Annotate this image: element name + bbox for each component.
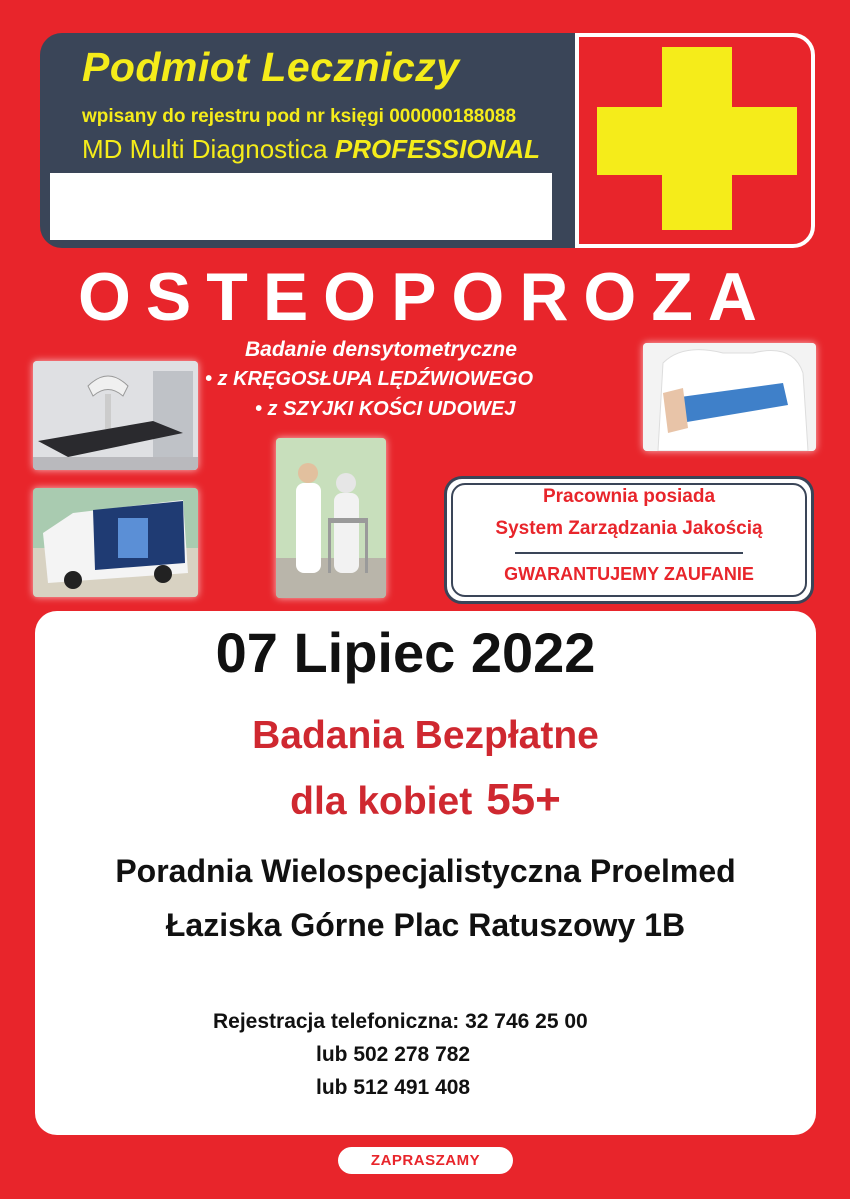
event-date: 07 Lipiec 2022 [215, 621, 596, 684]
exam-bullet-spine: • z KRĘGOSŁUPA LĘDŹWIOWEGO [205, 368, 534, 390]
photo-doctor-patient [276, 438, 386, 598]
medical-cross-icon-bar [597, 107, 797, 175]
photo-arm-cast [643, 343, 816, 451]
company-tag: PROFESSIONAL [334, 134, 541, 164]
phone-alt-2: lub 512 491 408 [316, 1076, 471, 1099]
quality-line-1: Pracownia posiada [542, 486, 716, 507]
company-name-text: MD Multi Diagnostica [82, 134, 328, 164]
header-title: Podmiot Leczniczy [82, 44, 460, 90]
target-group [35, 775, 816, 825]
photo-exam-room [33, 361, 198, 470]
phone-registration: Rejestracja telefoniczna: 32 746 25 00 [213, 1010, 588, 1033]
clinic-name: Poradnia Wielospecjalistyczna Proelmed [115, 853, 736, 889]
quality-line-3: GWARANTUJEMY ZAUFANIE [504, 564, 754, 584]
quality-line-2: System Zarządzania Jakością [495, 518, 763, 539]
exam-title: Badanie densytometryczne [245, 338, 517, 361]
photo-mobile-van [33, 488, 198, 597]
target-age: 55+ [486, 775, 561, 824]
invite-badge: ZAPRASZAMY [338, 1147, 513, 1174]
target-group-text: dla kobiet [290, 780, 473, 823]
registry-number: wpisany do rejestru pod nr księgi 000000188088 [82, 106, 517, 127]
free-exams: Badania Bezpłatne [252, 714, 599, 757]
exam-bullet-femur: • z SZYJKI KOŚCI UDOWEJ [255, 398, 516, 420]
blank-field [50, 173, 552, 240]
quality-divider [515, 552, 743, 554]
company-name [82, 134, 540, 165]
clinic-address: Łaziska Górne Plac Ratuszowy 1B [165, 907, 686, 943]
main-title: OSTEOPOROZA [78, 259, 772, 335]
phone-alt-1: lub 502 278 782 [316, 1043, 471, 1066]
